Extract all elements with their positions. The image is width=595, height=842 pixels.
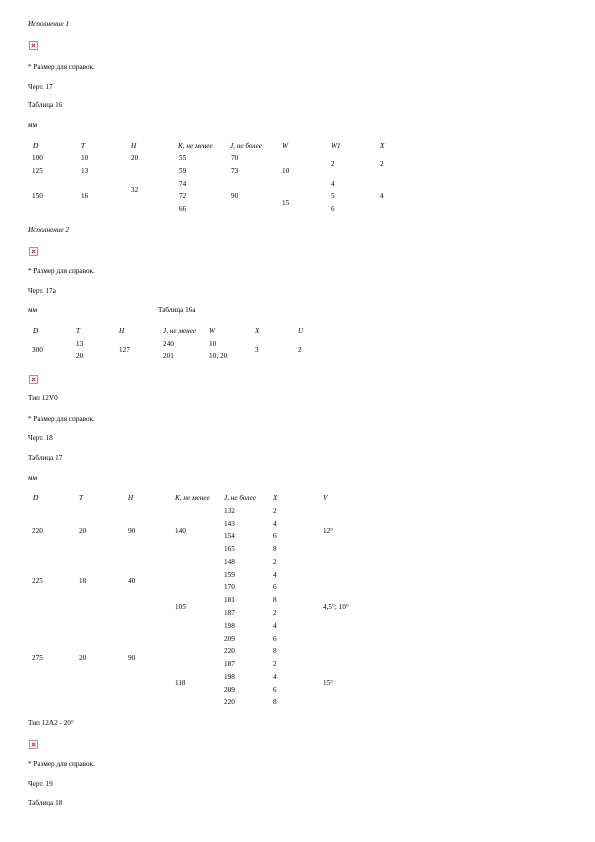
- drawing-ref: Черт. 19: [28, 780, 53, 788]
- table-cell: 90: [128, 654, 136, 662]
- table-header: V: [323, 494, 328, 502]
- table-cell: 2: [273, 609, 277, 617]
- table-cell: 6: [273, 532, 277, 540]
- table-cell: 154: [224, 532, 235, 540]
- table-cell: 74: [179, 180, 187, 188]
- table-cell: 2: [273, 507, 277, 515]
- table-cell: 4: [273, 520, 277, 528]
- table-cell: 16: [81, 192, 89, 200]
- table-cell: 225: [32, 577, 43, 585]
- table-header: X: [273, 494, 278, 502]
- table-header: D: [33, 142, 39, 150]
- broken-image-icon: [29, 41, 38, 50]
- table-cell: 181: [224, 596, 235, 604]
- table-cell: 55: [179, 154, 187, 162]
- table-cell: 140: [175, 527, 186, 535]
- table-cell: 10; 20: [209, 352, 228, 360]
- table-cell: 198: [224, 622, 235, 630]
- table-cell: 13: [76, 340, 84, 348]
- table-header: T: [81, 142, 85, 150]
- table-cell: 209: [224, 635, 235, 643]
- table-cell: 105: [175, 603, 186, 611]
- table-title: Таблица 16а: [158, 306, 196, 314]
- footnote: * Размер для справок.: [28, 267, 95, 275]
- table-cell: 220: [224, 647, 235, 655]
- table-title: Таблица 18: [28, 799, 63, 807]
- table-header: K, не менее: [175, 494, 210, 502]
- table-cell: 8: [273, 647, 277, 655]
- table-header: W1: [331, 142, 341, 150]
- table-header: H: [131, 142, 137, 150]
- table-cell: 8: [273, 596, 277, 604]
- table-cell: 165: [224, 545, 235, 553]
- table-cell: 220: [224, 698, 235, 706]
- table-cell: 148: [224, 558, 235, 566]
- table-cell: 3: [255, 346, 259, 354]
- table-cell: 187: [224, 609, 235, 617]
- table-header: X: [255, 327, 260, 335]
- heading-variant-1: Исполнение 1: [28, 20, 70, 28]
- unit-label: мм: [28, 306, 38, 314]
- table-cell: 159: [224, 571, 235, 579]
- table-cell: 125: [32, 167, 43, 175]
- table-cell: 201: [163, 352, 174, 360]
- table-header: J, не более: [224, 494, 256, 502]
- table-title: Таблица 17: [28, 454, 63, 462]
- table-cell: 20: [76, 352, 84, 360]
- table-cell: 4: [380, 192, 384, 200]
- table-cell: 8: [273, 545, 277, 553]
- table-cell: 59: [179, 167, 187, 175]
- table-cell: 209: [224, 686, 235, 694]
- table-header: H: [119, 327, 125, 335]
- table-cell: 72: [179, 192, 187, 200]
- table-cell: 90: [231, 192, 239, 200]
- table-cell: 2: [273, 558, 277, 566]
- table-cell: 6: [273, 635, 277, 643]
- table-title: Таблица 16: [28, 101, 63, 109]
- table-cell: 73: [231, 167, 239, 175]
- drawing-ref: Черт. 18: [28, 434, 53, 442]
- table-cell: 15: [282, 199, 290, 207]
- table-header: J, не менее: [163, 327, 197, 335]
- table-cell: 40: [128, 577, 136, 585]
- table-cell: 300: [32, 346, 43, 354]
- footnote: * Размер для справок.: [28, 63, 95, 71]
- table-cell: 275: [32, 654, 43, 662]
- table-cell: 10: [282, 167, 290, 175]
- table-cell: 10: [209, 340, 217, 348]
- table-cell: 13: [81, 167, 89, 175]
- heading-type-12v0: Тип 12V0: [28, 394, 58, 402]
- table-cell: 240: [163, 340, 174, 348]
- table-cell: 18: [79, 577, 87, 585]
- table-cell: 198: [224, 673, 235, 681]
- table-cell: 127: [119, 346, 130, 354]
- table-cell: 5: [331, 192, 335, 200]
- table-cell: 4: [273, 571, 277, 579]
- table-cell: 4: [331, 180, 335, 188]
- table-header: W: [209, 327, 215, 335]
- table-header: H: [128, 494, 134, 502]
- table-cell: 2: [331, 160, 335, 168]
- table-header: X: [380, 142, 385, 150]
- table-cell: 118: [175, 679, 186, 687]
- table-cell: 187: [224, 660, 235, 668]
- table-header: W: [282, 142, 288, 150]
- heading-type-12a2: Тип 12А2 - 20°: [28, 719, 74, 727]
- table-cell: 20: [131, 154, 139, 162]
- unit-label: мм: [28, 121, 38, 129]
- table-header: T: [79, 494, 83, 502]
- table-cell: 12°: [323, 527, 334, 535]
- table-cell: 4: [273, 622, 277, 630]
- table-cell: 15°: [323, 679, 334, 687]
- table-header: T: [76, 327, 80, 335]
- broken-image-icon: [29, 247, 38, 256]
- table-cell: 2: [273, 660, 277, 668]
- broken-image-icon: [29, 375, 38, 384]
- unit-label: мм: [28, 474, 38, 482]
- drawing-ref: Черт. 17а: [28, 287, 56, 295]
- table-cell: 6: [273, 686, 277, 694]
- table-cell: 10: [81, 154, 89, 162]
- table-header: D: [33, 494, 39, 502]
- table-cell: 4,5°; 10°: [323, 603, 349, 611]
- table-cell: 4: [273, 673, 277, 681]
- table-header: J, не более: [230, 142, 262, 150]
- table-cell: 6: [273, 583, 277, 591]
- table-header: K, не менее: [178, 142, 213, 150]
- table-cell: 20: [79, 527, 87, 535]
- table-cell: 6: [331, 205, 335, 213]
- footnote: * Размер для справок.: [28, 415, 95, 423]
- table-cell: 143: [224, 520, 235, 528]
- table-header: U: [298, 327, 304, 335]
- drawing-ref: Черт. 17: [28, 83, 53, 91]
- table-cell: 150: [32, 192, 43, 200]
- table-cell: 220: [32, 527, 43, 535]
- broken-image-icon: [29, 740, 38, 749]
- table-cell: 132: [224, 507, 235, 515]
- table-cell: 66: [179, 205, 187, 213]
- footnote: * Размер для справок.: [28, 760, 95, 768]
- table-cell: 2: [380, 160, 384, 168]
- heading-variant-2: Исполнение 2: [28, 226, 70, 234]
- table-cell: 90: [128, 527, 136, 535]
- table-cell: 100: [32, 154, 43, 162]
- table-header: D: [33, 327, 39, 335]
- table-cell: 20: [79, 654, 87, 662]
- table-cell: 8: [273, 698, 277, 706]
- table-cell: 32: [131, 186, 139, 194]
- table-cell: 170: [224, 583, 235, 591]
- table-cell: 2: [298, 346, 302, 354]
- table-cell: 70: [231, 154, 239, 162]
